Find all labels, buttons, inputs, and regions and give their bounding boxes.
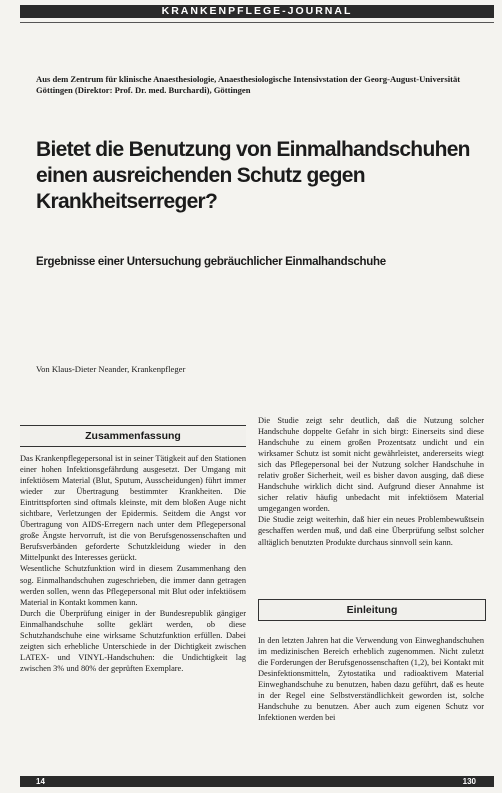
journal-title: KRANKENPFLEGE-JOURNAL <box>161 5 353 17</box>
right-column <box>258 415 484 548</box>
introduction-heading: Einleitung <box>258 599 486 621</box>
header-rule <box>20 22 494 23</box>
summary-paragraph: Das Krankenpflegepersonal ist in seiner Tätigkeit auf den Stationen einer hohen Infektionsgefährdung ausgesetzt. Der Umgang mit infektiösem Material (Blut, Sputum, Ausscheidungen) führt immer wieder zur Übertragung bestimmter Krankheiten. Die Eintrittspforten sind oftmals kleinste, mit dem bloßen Auge nicht sichtbare, Verletzungen der Epidermis. Seitdem die Angst vor Übertragung von AIDS-Erregern nach unter dem Pflegepersonal große Ängste hervorruft, ist die von Berufsgenossenschaften und Berufsverbänden geforderte Schutzkleidung wieder in den Mittelpunkt des Interesses gerückt. <box>20 454 246 563</box>
affiliation: Aus dem Zentrum für klinische Anaesthesiologie, Anaesthesiologische Intensivstation der Georg-August-Universität Göttingen (Direktor: Prof. Dr. med. Burchardi), Göttingen <box>36 74 461 95</box>
page-number-left: 14 <box>36 777 45 786</box>
author-line: Von Klaus-Dieter Neander, Krankenpfleger <box>36 364 186 374</box>
article-title: Bietet die Benutzung von Einmalhandschuhen einen ausreichenden Schutz gegen Krankheitserreger? <box>36 138 470 213</box>
summary-paragraph: Durch die Überprüfung einiger in der Bundesrepublik gängiger Einmalhandschuhe sollte geklärt werden, ob diese Schutzhandschuhe eine wirksame Schutzfunktion erfüllen. Dabei zeigten sich erhebliche Unterschiede in der Dichtigkeit zwischen LATEX- und VINYL-Handschuhen: die Undichtigkeit lag zwischen 3% und 80% der geprüften Exemplare. <box>20 608 246 673</box>
body-paragraph: Die Studie zeigt sehr deutlich, daß die Nutzung solcher Handschuhe doppelte Gefahr in sich birgt: Einerseits sind diese Handschuhe zu einem großen Prozentsatz undicht und ein wirksamer Schutz ist somit nicht gewährleistet, andererseits wiegt sich das Pflegepersonal bei der Nutzung solcher Handschuhe in relativ großer Sicherheit, weil es bisher davon ausging, daß diese Handschuhe wirklich dicht sind. Aufgrund dieser Annahme ist sicher relativ häufig unbedacht mit infektiösem Material umgegangen worden. <box>258 416 484 514</box>
summary-heading: Zusammenfassung <box>20 425 246 447</box>
introduction-paragraph: In den letzten Jahren hat die Verwendung von Einweghandschuhen im medizinischen Bereich erheblich zugenommen. Nicht zuletzt die Forderungen der Berufsgenossenschaften (1,2), bei Kontakt mit Desinfektionsmitteln, Zytostatika und radioaktivem Material Einweghandschuhe zu benutzen, haben dazu geführt, daß es heute in der Regel eine Selbstverständlichkeit geworden ist, solche Handschuhe zu benutzen. Aber auch zum eigenen Schutz vor Infektionen werden bei <box>258 636 484 723</box>
summary-paragraph: Wesentliche Schutzfunktion wird in diesem Zusammenhang den sog. Einmalhandschuhen zugeschrieben, die immer dann getragen werden sollen, wenn das Pflegepersonal mit Blut oder infektiösem Material in Kontakt kommen kann. <box>20 564 246 607</box>
introduction-body <box>258 635 484 723</box>
summary-column <box>20 425 246 674</box>
body-paragraph: Die Studie zeigt weiterhin, daß hier ein neues Problembewußtsein geschaffen werden muß, und daß eine Überprüfung selbst solcher alltäglich benutzten Produkte durchaus sinnvoll sein kann. <box>258 515 484 547</box>
journal-header <box>20 5 494 18</box>
article-subtitle: Ergebnisse einer Untersuchung gebräuchlicher Einmalhandschuhe <box>36 256 386 268</box>
page-footer <box>20 776 494 787</box>
page-number-right: 130 <box>462 777 476 786</box>
